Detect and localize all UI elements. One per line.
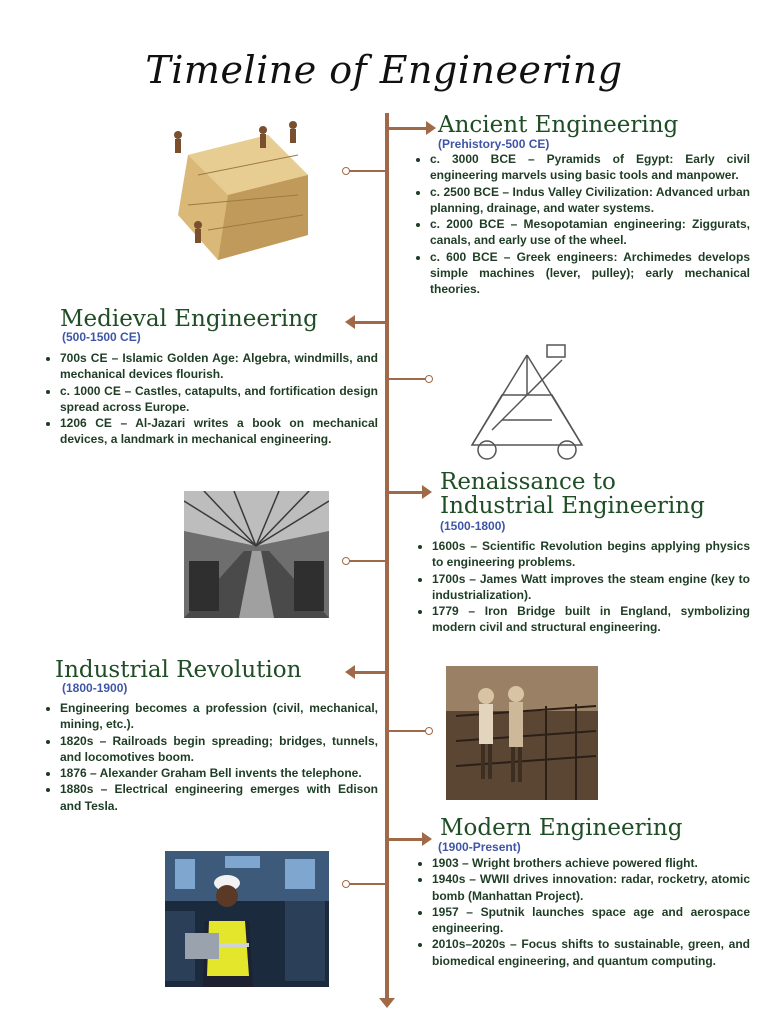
ancient-heading: Ancient Engineering <box>438 112 679 138</box>
modern-period: (1900-Present) <box>438 840 521 854</box>
timeline-end-arrow-icon <box>379 998 395 1008</box>
pyramid-connector <box>347 170 385 172</box>
page-title: Timeline of Engineering <box>145 48 623 92</box>
pyramid-construction-image <box>158 115 326 263</box>
list-item: • Engineering becomes a profession (civil, mechanical, mining, etc.). <box>60 700 378 733</box>
list-item: • 1779 – Iron Bridge built in England, symbolizing modern civil and structural engineering. <box>432 603 750 636</box>
industrial-list <box>46 700 378 814</box>
list-item: • 1903 – Wright brothers achieve powered flight. <box>432 855 750 871</box>
mill-connector <box>389 730 427 732</box>
industrial-heading: Industrial Revolution <box>55 657 302 683</box>
industrial-arrow-icon <box>354 671 385 674</box>
renaissance-period: (1500-1800) <box>440 519 506 533</box>
renaissance-arrow-icon <box>389 491 423 494</box>
renaissance-heading-line2: Industrial Engineering <box>440 493 705 519</box>
list-item: • c. 600 BCE – Greek engineers: Archimedes develops simple machines (lever, pulley); early mechanical theories. <box>430 249 750 298</box>
list-item: • c. 3000 BCE – Pyramids of Egypt: Early civil engineering marvels using basic tools and manpower. <box>430 151 750 184</box>
list-item: • 1876 – Alexander Graham Bell invents the telephone. <box>60 765 378 781</box>
modern-heading: Modern Engineering <box>440 815 683 841</box>
ancient-period: (Prehistory-500 CE) <box>438 137 550 151</box>
catapult-connector-dot <box>425 375 433 383</box>
ancient-list <box>416 151 750 298</box>
list-item: • 1880s – Electrical engineering emerges with Edison and Tesla. <box>60 781 378 814</box>
engineer-connector <box>347 883 385 885</box>
medieval-period: (500-1500 CE) <box>62 330 141 344</box>
factory-hall-image <box>184 491 329 618</box>
medieval-list <box>46 350 378 448</box>
list-item: • 1206 CE – Al-Jazari writes a book on mechanical devices, a landmark in mechanical engineering. <box>60 415 378 448</box>
modern-arrow-icon <box>389 838 423 841</box>
textile-mill-image <box>446 666 598 800</box>
renaissance-heading-line1: Renaissance to <box>440 469 616 495</box>
catapult-sketch-image <box>452 335 602 463</box>
pyramid-connector-dot <box>342 167 350 175</box>
medieval-arrow-icon <box>354 321 385 324</box>
list-item: • c. 2500 BCE – Indus Valley Civilization: Advanced urban planning, drainage, and water systems. <box>430 184 750 217</box>
industrial-period: (1800-1900) <box>62 681 128 695</box>
list-item: • 700s CE – Islamic Golden Age: Algebra, windmills, and mechanical devices flourish. <box>60 350 378 383</box>
ancient-arrow-icon <box>389 127 427 130</box>
list-item: • 1700s – James Watt improves the steam engine (key to industrialization). <box>432 571 750 604</box>
list-item: • 1940s – WWII drives innovation: radar, rocketry, atomic bomb (Manhattan Project). <box>432 871 750 904</box>
modern-list <box>418 855 750 969</box>
list-item: • 1957 – Sputnik launches space age and aerospace engineering. <box>432 904 750 937</box>
list-item: • 1600s – Scientific Revolution begins applying physics to engineering problems. <box>432 538 750 571</box>
list-item: • 1820s – Railroads begin spreading; bridges, tunnels, and locomotives boom. <box>60 733 378 766</box>
engineer-connector-dot <box>342 880 350 888</box>
factory-connector <box>347 560 385 562</box>
catapult-connector <box>389 378 427 380</box>
mill-connector-dot <box>425 727 433 735</box>
timeline-spine <box>385 113 389 1003</box>
medieval-heading: Medieval Engineering <box>60 306 318 332</box>
renaissance-list <box>418 538 750 636</box>
list-item: • 2010s–2020s – Focus shifts to sustainable, green, and biomedical engineering, and quantum computing. <box>432 936 750 969</box>
list-item: • c. 2000 BCE – Mesopotamian engineering: Ziggurats, canals, and early use of the wheel. <box>430 216 750 249</box>
factory-connector-dot <box>342 557 350 565</box>
modern-engineer-image <box>165 851 329 987</box>
list-item: • c. 1000 CE – Castles, catapults, and fortification design spread across Europe. <box>60 383 378 416</box>
